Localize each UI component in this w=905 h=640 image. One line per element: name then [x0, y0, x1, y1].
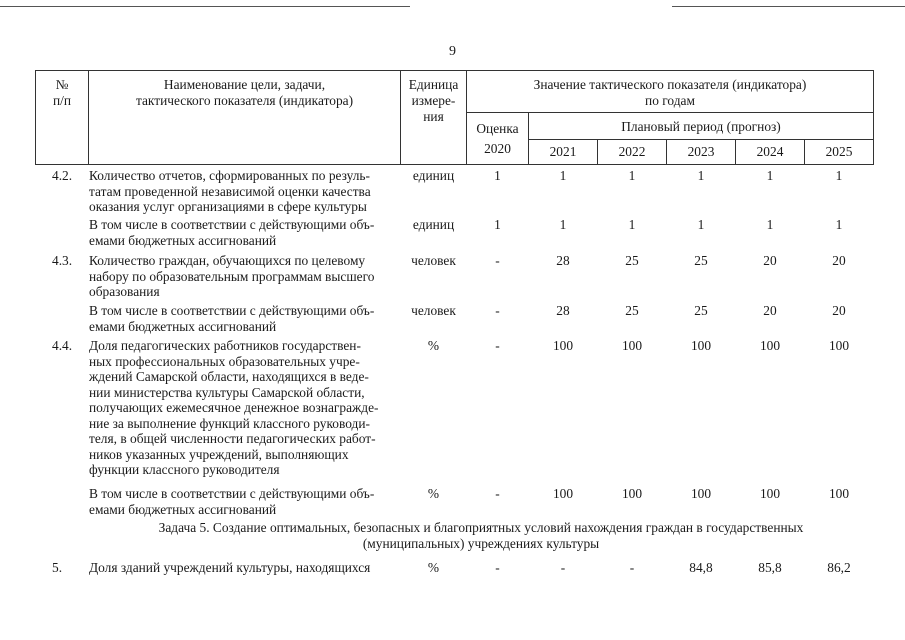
- value-2024: 85,8: [758, 560, 782, 575]
- header-year-2021: 2021: [549, 144, 577, 159]
- row-text-line: нии министерства культуры Самарской области,: [89, 384, 365, 400]
- value-2021: 100: [552, 486, 574, 501]
- header-bottom-border: [35, 164, 873, 165]
- row-text-line: набору по образовательным программам высшего: [89, 268, 375, 284]
- header-col-unit-line1: Единица: [408, 77, 459, 92]
- header-year-2022: 2022: [618, 144, 646, 159]
- header-col-name-line2: тактического показателя (индикатора): [135, 93, 354, 108]
- row-text-line: ждений Самарской области, находящихся в веде-: [89, 369, 369, 384]
- row-unit: %: [427, 486, 440, 501]
- header-col-unit-line2: измере-: [411, 93, 456, 108]
- task5-heading: [89, 520, 873, 552]
- header-year-2025: 2025: [825, 144, 853, 159]
- row-text-line: Доля педагогических работников государствен-: [89, 338, 361, 353]
- row-text-line: оказания услуг организациями в сфере культуры: [89, 199, 367, 214]
- row-number: 4.2.: [52, 168, 73, 183]
- header-col-values-line2: по годам: [645, 93, 695, 108]
- row-number: 5.: [52, 560, 63, 575]
- value-2020: -: [495, 560, 500, 575]
- value-2024: 100: [759, 486, 781, 501]
- top-rule-right: [672, 6, 905, 7]
- header-col-values-line1: Значение тактического показателя (индикатора): [533, 77, 807, 92]
- row-text-line: Количество граждан, обучающихся по целевому: [89, 253, 366, 268]
- value-2021: 28: [556, 303, 570, 318]
- header-col-values: [467, 77, 873, 109]
- row-text: [89, 303, 401, 334]
- header-estimate: [467, 119, 528, 159]
- value-2023: 1: [697, 168, 705, 183]
- header-top-border: [35, 70, 873, 71]
- value-2020: -: [495, 253, 500, 268]
- v-line-9: [873, 70, 874, 165]
- row-text: [89, 168, 401, 215]
- value-2021: 1: [559, 217, 567, 232]
- header-col-no: № п/п: [52, 77, 72, 108]
- value-2021: 1: [559, 168, 567, 183]
- header-year-2023: 2023: [687, 144, 715, 159]
- row-text-line: татам проведенной независимой оценки качества: [89, 183, 371, 199]
- row-text-line: ние за выполнение функций классного руководи-: [89, 415, 370, 431]
- row-text-line: ных профессиональных образовательных учре-: [89, 353, 360, 369]
- value-2020: -: [495, 486, 500, 501]
- row-text-line: ников указанных учреждений, выполняющих: [89, 446, 349, 462]
- task5-line2: (муниципальных) учреждениях культуры: [362, 536, 600, 551]
- value-2021: 28: [556, 253, 570, 268]
- value-2022: 1: [628, 168, 636, 183]
- value-2023: 25: [694, 253, 708, 268]
- value-2020: 1: [494, 168, 501, 183]
- value-2024: 20: [763, 253, 777, 268]
- row-text: [89, 253, 401, 300]
- value-2024: 100: [759, 338, 781, 353]
- header-col-name-line1: Наименование цели, задачи,: [163, 77, 326, 92]
- value-2025: 20: [832, 303, 846, 318]
- row-text-line: образования: [89, 284, 160, 299]
- row-unit: человек: [411, 253, 456, 268]
- row-number: 4.3.: [52, 253, 73, 268]
- row-text: [89, 217, 401, 248]
- value-2023: 1: [697, 217, 705, 232]
- value-2022: 100: [621, 338, 643, 353]
- header-estimate-year: 2020: [484, 141, 511, 156]
- row-text: [89, 486, 401, 517]
- value-2025: 100: [828, 338, 850, 353]
- row-text-line: Количество отчетов, сформированных по резуль-: [89, 168, 370, 183]
- row-text-line: получающих ежемесячное денежное вознагражде-: [89, 400, 379, 415]
- value-2025: 1: [835, 168, 843, 183]
- row-text-line: В том числе в соответствии с действующими объ-: [89, 217, 375, 232]
- row-unit: %: [427, 560, 440, 575]
- value-2025: 1: [835, 217, 843, 232]
- row-text: [89, 338, 401, 478]
- value-2020: -: [495, 303, 500, 318]
- header-planned-period: Плановый период (прогноз): [621, 119, 781, 134]
- value-2025: 100: [828, 486, 850, 501]
- row-unit: единиц: [412, 217, 455, 232]
- row-unit: %: [427, 338, 440, 353]
- value-2023: 100: [690, 338, 712, 353]
- value-2023: 25: [694, 303, 708, 318]
- page-number: 9: [449, 44, 456, 59]
- value-2020: 1: [494, 217, 501, 232]
- header-year-2024: 2024: [756, 144, 784, 159]
- value-2024: 20: [763, 303, 777, 318]
- row-text-line: функции классного руководителя: [89, 462, 280, 477]
- header-col-name: [89, 77, 400, 109]
- row-unit: единиц: [412, 168, 455, 183]
- value-2022: 100: [621, 486, 643, 501]
- row-unit: человек: [411, 303, 456, 318]
- row-text-line: В том числе в соответствии с действующими объ-: [89, 303, 375, 318]
- task5-line1: Задача 5. Создание оптимальных, безопасных и благоприятных условий нахождения граждан в государственных: [158, 520, 804, 535]
- value-2021: -: [560, 560, 566, 575]
- top-rule-left: [0, 6, 410, 7]
- value-2023: 100: [690, 486, 712, 501]
- value-2021: 100: [552, 338, 574, 353]
- value-2022: 1: [628, 217, 636, 232]
- row-text-line: емами бюджетных ассигнований: [89, 232, 277, 248]
- row-text-line: теля, в общей численности педагогических работ-: [89, 431, 376, 446]
- header-col-unit-line3: ния: [423, 109, 444, 124]
- value-2025: 86,2: [827, 560, 851, 575]
- value-2023: 84,8: [689, 560, 713, 575]
- value-2022: 25: [625, 253, 639, 268]
- value-2020: -: [495, 338, 500, 353]
- row-number: 4.4.: [52, 338, 73, 353]
- value-2022: 25: [625, 303, 639, 318]
- value-2024: 1: [766, 168, 774, 183]
- value-2024: 1: [766, 217, 774, 232]
- value-2022: -: [629, 560, 635, 575]
- header-col-unit: [401, 77, 466, 125]
- row-text-line: емами бюджетных ассигнований: [89, 501, 277, 517]
- value-2025: 20: [832, 253, 846, 268]
- header-estimate-label: Оценка: [476, 121, 519, 136]
- row-text: Доля зданий учреждений культуры, находящихся: [89, 560, 371, 575]
- row-text-line: В том числе в соответствии с действующими объ-: [89, 486, 375, 501]
- row-text-line: емами бюджетных ассигнований: [89, 318, 277, 334]
- header-divider-years: [528, 139, 873, 140]
